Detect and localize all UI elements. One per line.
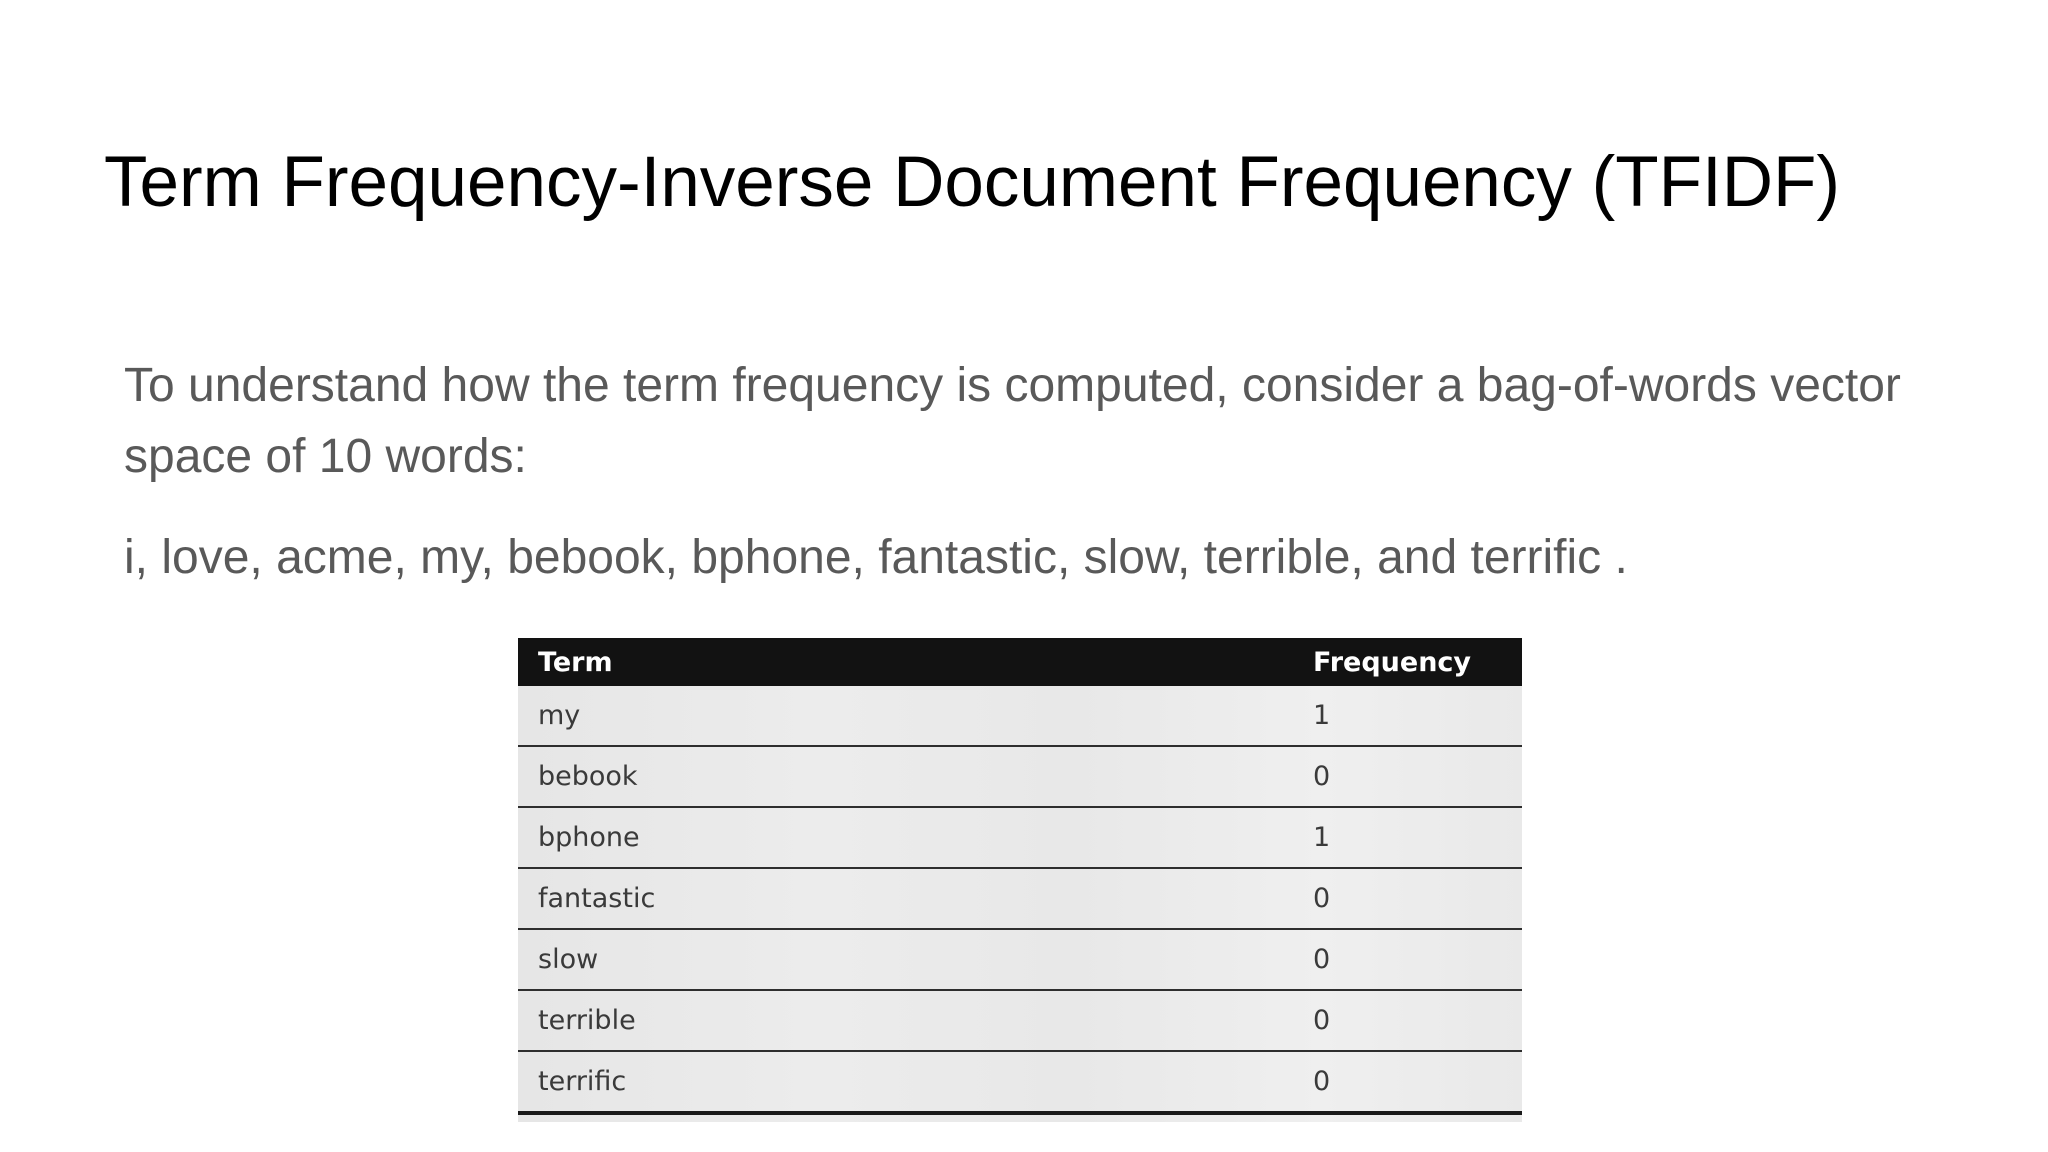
- frequency-cell: 0: [1313, 929, 1522, 990]
- frequency-cell: 1: [1313, 686, 1522, 746]
- term-cell: terrible: [518, 990, 1313, 1051]
- table-row: [518, 990, 1522, 1051]
- frequency-cell: 0: [1313, 746, 1522, 807]
- slide-body: [124, 350, 1944, 593]
- table-row: [518, 929, 1522, 990]
- frequency-cell: 0: [1313, 990, 1522, 1051]
- term-frequency-table-image: [518, 638, 1522, 1122]
- table-header-row: [518, 638, 1522, 686]
- table-row: [518, 686, 1522, 746]
- intro-paragraph: To understand how the term frequency is computed, consider a bag-of-words vector space of 10 words:: [124, 359, 1901, 483]
- term-cell: fantastic: [518, 868, 1313, 929]
- term-cell: bphone: [518, 807, 1313, 868]
- term-cell: my: [518, 686, 1313, 746]
- term-cell: slow: [518, 929, 1313, 990]
- word-list-paragraph: i, love, acme, my, bebook, bphone, fantastic, slow, terrible, and terrific .: [124, 531, 1628, 584]
- slide-title: Term Frequency-Inverse Document Frequency (TFIDF): [104, 143, 1841, 222]
- frequency-cell: 1: [1313, 807, 1522, 868]
- frequency-cell: 0: [1313, 1051, 1522, 1113]
- term-cell: bebook: [518, 746, 1313, 807]
- table-row: [518, 868, 1522, 929]
- term-column-header: Term: [518, 638, 1313, 686]
- table-row: [518, 807, 1522, 868]
- table-row: [518, 746, 1522, 807]
- frequency-cell: 0: [1313, 868, 1522, 929]
- term-cell: terrific: [518, 1051, 1313, 1113]
- table-row: [518, 1051, 1522, 1113]
- frequency-column-header: Frequency: [1313, 638, 1522, 686]
- term-frequency-table: [518, 638, 1522, 1115]
